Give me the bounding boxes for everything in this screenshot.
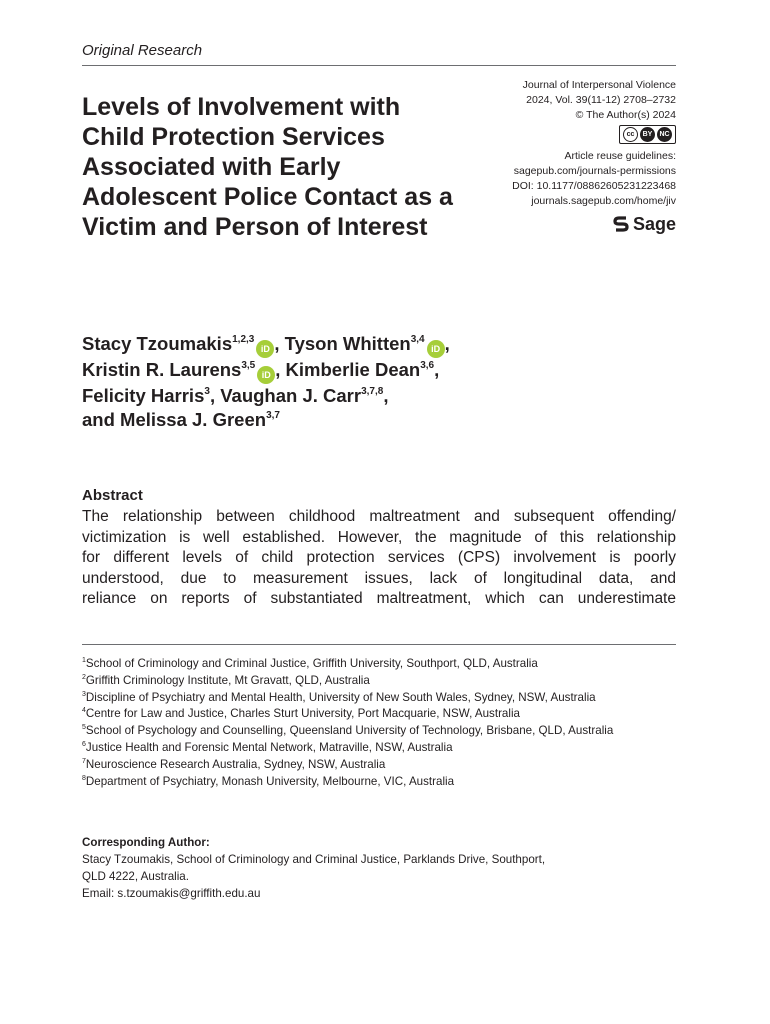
affiliation-item: $^5$School of Psychology and Counselling, Queensland University of Technology, Brisbane, QLD, Australia (82, 724, 614, 738)
orcid-icon[interactable]: iD (256, 340, 274, 358)
abstract-text (82, 507, 676, 610)
reuse-label: Article reuse guidelines: (564, 150, 676, 162)
affiliation-item: $^3$Discipline of Psychiatry and Mental Health, University of New South Wales, Sydney, NSW, Australia (82, 690, 596, 704)
nc-icon: NC (657, 127, 672, 142)
author-affiliation-sup: 1,2,3 (232, 334, 255, 345)
corresponding-heading: Corresponding Author: (82, 836, 210, 849)
corresponding-address-cont: QLD 4222, Australia. (82, 870, 189, 883)
affiliation-list (82, 656, 682, 790)
article-title: Levels of Involvement with Child Protection Services Associated with Early Adolescent Police Contact as a Victim and Person of Interest (82, 93, 453, 241)
author-list: Stacy Tzoumakis$^{1,2,3}$iD , Tyson Whitten$^{3,4}$iD , Kristin R. Laurens$^{3,5}$iD , Kimberlie Dean$^{3,6}$, Felicity Harris$^3$, Vaughan J. Carr$^{3,7,8}$, and Melissa J. Green$^{3,7}$ (82, 333, 450, 430)
author-name: Kimberlie Dean (285, 359, 421, 380)
section-label: Original Research (82, 42, 203, 59)
author-name: Vaughan J. Carr (220, 385, 362, 406)
sage-logo (613, 215, 676, 233)
abstract-line: understood, due to measurement issues, lack of longitudinal data, and (82, 569, 676, 587)
doi-link[interactable]: DOI: 10.1177/08862605231223468 (512, 180, 676, 192)
author-name: Kristin R. Laurens (82, 359, 242, 380)
abstract-line: The relationship between childhood maltreatment and subsequent offending/ (82, 508, 676, 525)
affiliation-item: $^1$School of Criminology and Criminal Justice, Griffith University, Southport, QLD, Australia (82, 657, 538, 670)
abstract-line: reliance on reports of substantiated maltreatment, which can underestimate (82, 590, 676, 607)
corresponding-address: Stacy Tzoumakis, School of Criminology and Criminal Justice, Parklands Drive, Southport, (82, 853, 546, 866)
sage-logo-icon (613, 215, 629, 233)
author-name: Felicity Harris (82, 385, 205, 406)
footnote-rule (82, 644, 676, 645)
abstract-heading: Abstract (82, 487, 143, 504)
abstract-line: victimization is well established. However, the magnitude of this relationship (82, 528, 676, 546)
affiliation-item: $^6$Justice Health and Forensic Mental Network, Matraville, NSW, Australia (82, 740, 453, 754)
reuse-link[interactable]: sagepub.com/journals-permissions (513, 165, 676, 177)
corresponding-email[interactable]: Email: s.tzoumakis@griffith.edu.au (82, 887, 261, 900)
affiliation-item: $^8$Department of Psychiatry, Monash University, Melbourne, VIC, Australia (82, 774, 455, 788)
journal-info (470, 78, 676, 238)
journal-homepage-link[interactable]: journals.sagepub.com/home/jiv (531, 195, 676, 207)
cc-license-badge[interactable] (619, 125, 676, 144)
author-affiliation-sup: 3,6 (420, 360, 435, 371)
author-affiliation-sup: 3,5 (241, 360, 256, 371)
author-name: and Melissa J. Green (82, 409, 267, 430)
orcid-icon[interactable]: iD (257, 366, 275, 384)
journal-name: Journal of Interpersonal Violence (522, 79, 676, 91)
author-affiliation-sup: 3,7,8 (361, 386, 384, 397)
cc-icon: cc (623, 127, 638, 142)
affiliation-item: $^7$Neuroscience Research Australia, Sydney, NSW, Australia (82, 757, 386, 771)
author-affiliation-sup: 3,7 (266, 410, 280, 421)
author-affiliation-sup: 3 (204, 386, 210, 397)
affiliation-item: $^4$Centre for Law and Justice, Charles Sturt University, Port Macquarie, NSW, Australia (82, 707, 520, 721)
by-icon: BY (640, 127, 655, 142)
journal-copyright: © The Author(s) 2024 (575, 109, 676, 121)
journal-volume: 2024, Vol. 39(11-12) 2708–2732 (526, 94, 676, 106)
abstract-line: for different levels of child protection services (CPS) involvement is poorly (82, 549, 676, 566)
header-rule (82, 65, 676, 66)
sage-logo-text: Sage (632, 213, 676, 234)
orcid-icon[interactable]: iD (427, 340, 445, 358)
author-name: Stacy Tzoumakis (82, 333, 233, 354)
author-affiliation-sup: 3,4 (410, 334, 425, 345)
affiliation-item: $^2$Griffith Criminology Institute, Mt Gravatt, QLD, Australia (82, 673, 370, 687)
author-name: Tyson Whitten (284, 333, 411, 354)
corresponding-author (82, 834, 682, 902)
